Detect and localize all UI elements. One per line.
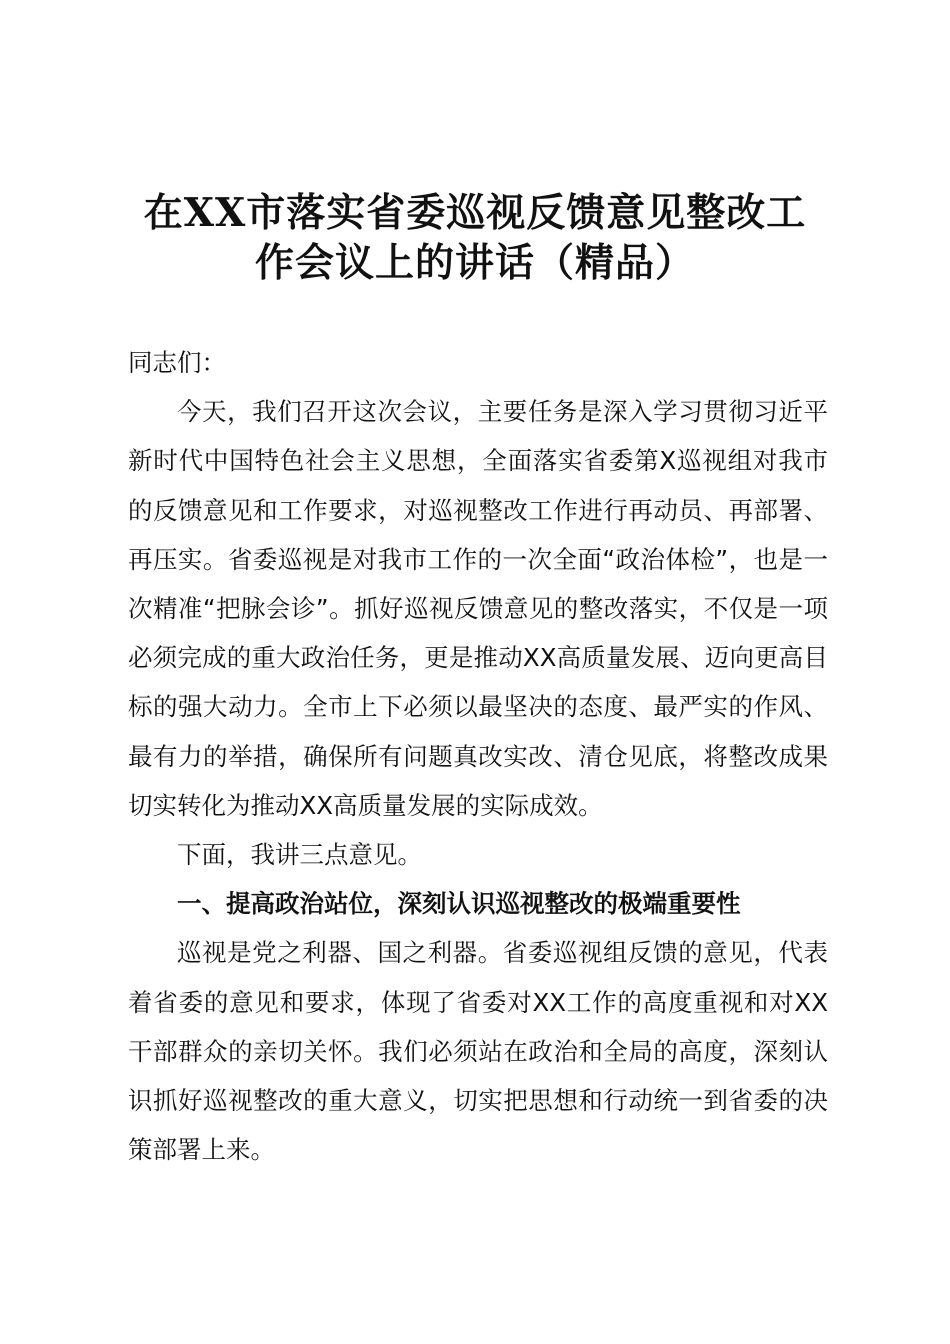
intro-paragraph: 今天，我们召开这次会议，主要任务是深入学习贯彻习近平新时代中国特色社会主义思想，全面落实省委第X巡视组对我市的反馈意见和工作要求，对巡视整改工作进行再动员、再部署、再压实。省委巡视是对我市工作的一次全面“政治体检”，也是一次精准“把脉会诊”。抓好巡视反馈意见的整改落实，不仅是一项必须完成的重大政治任务，更是推动XX高质量发展、迈向更高目标的强大动力。全市上下必须以最坚决的态度、最严实的作风、最有力的举措，确保所有问题真改实改、清仓见底，将整改成果切实转化为推动XX高质量发展的实际成效。 [128, 397, 828, 820]
section-heading-1: 一、提高政治站位，深刻认识巡视整改的极端重要性 [177, 889, 741, 919]
title-line-2: 作会议上的讲话（精品） [254, 240, 695, 286]
document-title [110, 188, 840, 288]
title-line-1: 在XX市落实省委巡视反馈意见整改工 [143, 190, 807, 236]
transition-paragraph: 下面，我讲三点意见。 [177, 840, 422, 870]
document-body [128, 338, 828, 1174]
salutation: 同志们： [128, 348, 226, 377]
section-1-paragraph: 巡视是党之利器、国之利器。省委巡视组反馈的意见，代表着省委的意见和要求，体现了省委对XX工作的高度重视和对XX干部群众的亲切关怀。我们必须站在政治和全局的高度，深刻认识抓好巡视整改的重大意义，切实把思想和行动统一到省委的决策部署上来。 [128, 938, 828, 1165]
